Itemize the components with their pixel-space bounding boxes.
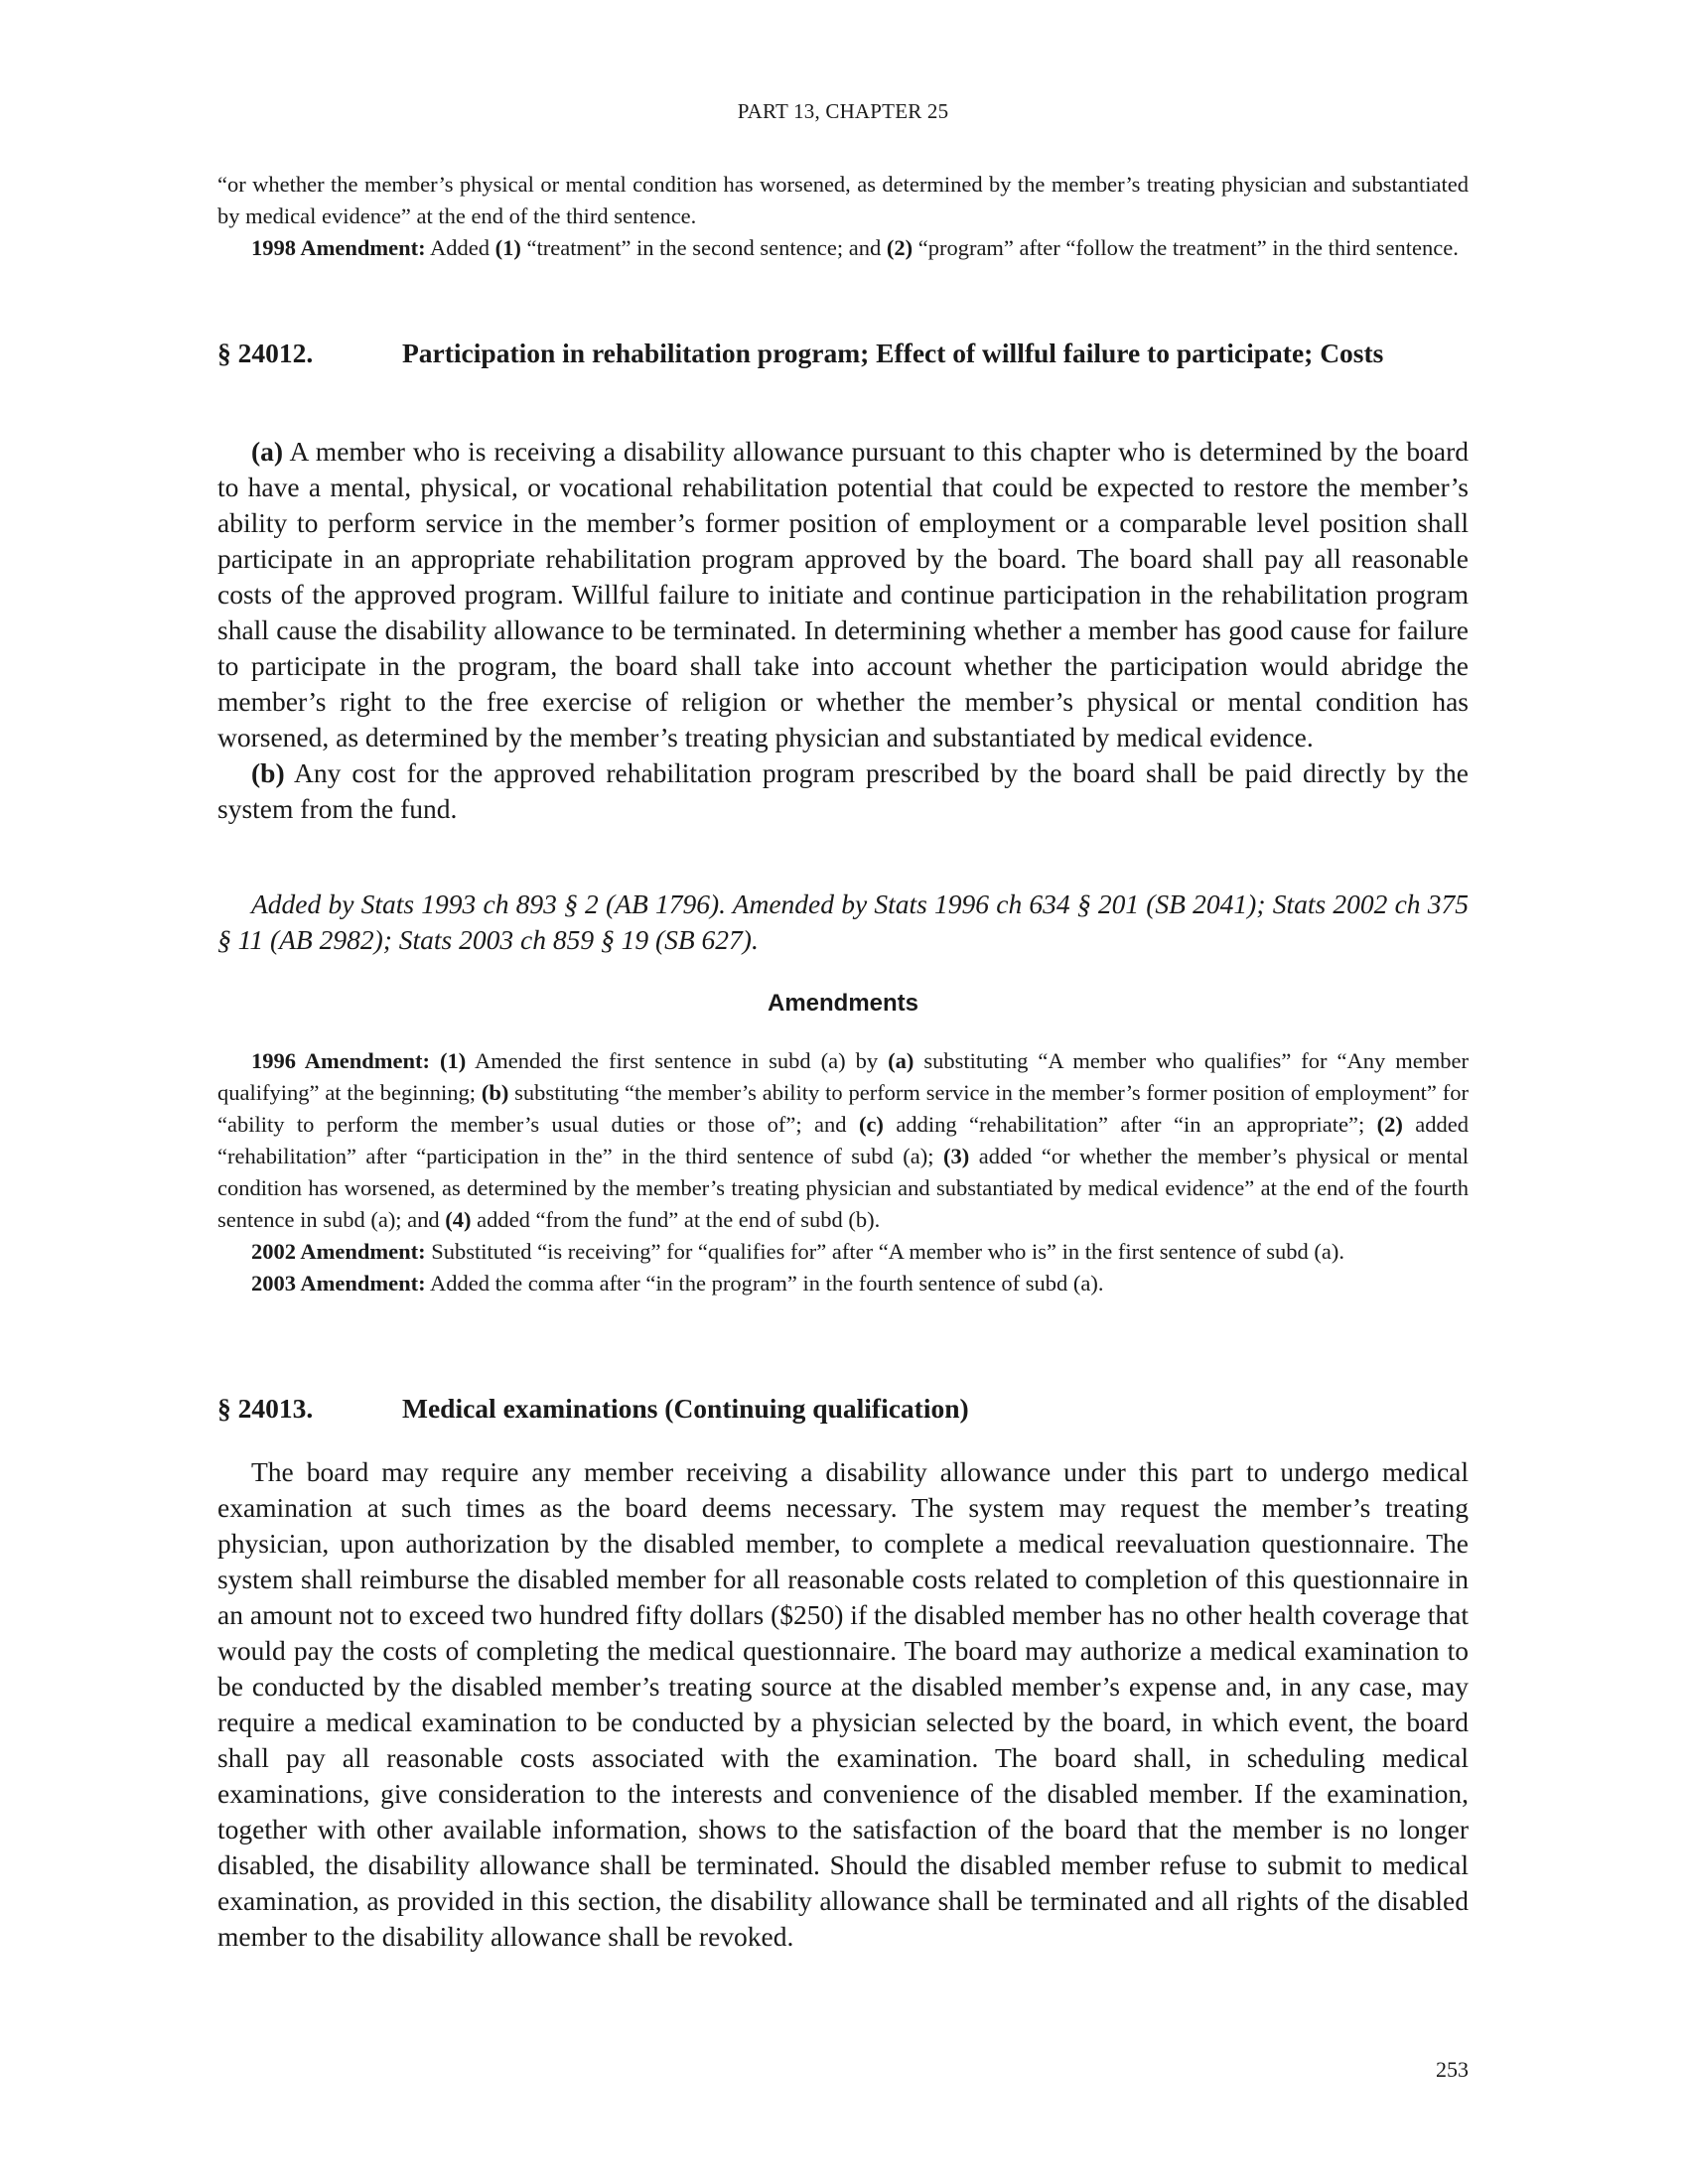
subdivision-b-label: (b)	[251, 757, 285, 788]
amendment-text: substituting “A member who qualifies” for “Any member qualifying” at the beginning;	[217, 1048, 1469, 1105]
amendment-text: Amended the first sentence in subd (a) by	[466, 1048, 889, 1073]
amendment-text: adding “rehabilitation” after “in an appropriate”;	[883, 1112, 1377, 1137]
amendment-2003-label: 2003 Amendment:	[251, 1271, 426, 1296]
amendment-1996-label: 1996 Amendment:	[251, 1048, 430, 1073]
item-letter: (c)	[858, 1112, 884, 1137]
amendment-2002-paragraph	[217, 1236, 1469, 1268]
subdivision-b	[217, 755, 1469, 827]
amendment-1998-label: 1998 Amendment:	[251, 235, 426, 260]
continuation-paragraph: “or whether the member’s physical or mental condition has worsened, as determined by the member’s treating physician and substantiated by medical evidence” at the end of the third sentence.	[217, 172, 1469, 228]
item-number: (4)	[445, 1207, 472, 1232]
amendment-1996-paragraph	[217, 1045, 1469, 1236]
running-head: PART 13, CHAPTER 25	[737, 99, 949, 123]
amendment-text: substituting “the member’s ability to perform service in the member’s former position of employment” for “ability to perform the member’s usual duties or those of”; and	[217, 1080, 1469, 1137]
section-title: Medical examinations (Continuing qualification)	[402, 1393, 969, 1424]
item-number: (2)	[1376, 1112, 1403, 1137]
section-24013-paragraph: The board may require any member receiving a disability allowance under this part to undergo medical examination at such times as the board deems necessary. The system may request the member’s treating physician, upon authorization by the disabled member, to complete a medical reevaluation questionnaire. The system shall reimburse the disabled member for all reasonable costs related to completion of this questionnaire in an amount not to exceed two hundred fifty dollars ($250) if the disabled member has no other health coverage that would pay the costs of completing the medical questionnaire. The board may authorize a medical examination to be conducted by the disabled member’s treating source at the disabled member’s expense and, in any case, may require a medical examination to be conducted by a physician selected by the board, in which event, the board shall pay all reasonable costs associated with the examination. The board shall, in scheduling medical examinations, give consideration to the interests and convenience of the disabled member. If the examination, together with other available information, shows to the satisfaction of the board that the member is no longer disabled, the disability allowance shall be terminated. Should the disabled member refuse to submit to medical examination, as provided in this section, the disability allowance shall be terminated and all rights of the disabled member to the disability allowance shall be revoked.	[217, 1456, 1469, 1952]
section-24013-body	[217, 1454, 1469, 1955]
legislative-history: Added by Stats 1993 ch 893 § 2 (AB 1796). Amended by Stats 1996 ch 634 § 201 (SB 2041); Stats 2002 ch 375 § 11 (AB 2982); Stats 2003 ch 859 § 19 (SB 627).	[217, 888, 1469, 955]
amendments-notes	[217, 1045, 1469, 1299]
item-number: (1)	[440, 1048, 467, 1073]
item-number: (2)	[886, 235, 914, 260]
amendment-text: Substituted “is receiving” for “qualifies for” after “A member who is” in the first sentence of subd (a).	[425, 1239, 1344, 1264]
amendment-1998-text-c: “program” after “follow the treatment” in the third sentence.	[913, 235, 1459, 260]
page-number: 253	[1436, 2057, 1469, 2082]
amendment-2002-label: 2002 Amendment:	[251, 1239, 426, 1264]
section-number: § 24012.	[217, 338, 314, 368]
amendments-heading: Amendments	[767, 990, 919, 1017]
subdivision-a-text: A member who is receiving a disability allowance pursuant to this chapter who is determined by the board to have a mental, physical, or vocational rehabilitation potential that could be expected to restore the member’s ability to perform service in the member’s former position of employment or a comparable level position shall participate in an appropriate rehabilitation program approved by the board. The board shall pay all reasonable costs of the approved program. Willful failure to initiate and continue participation in the rehabilitation program shall cause the disability allowance to be terminated. In determining whether a member has good cause for failure to participate in the program, the board shall take into account whether the participation would abridge the member’s right to the free exercise of religion or whether the member’s physical or mental condition has worsened, as determined by the member’s treating physician and substantiated by medical evidence.	[217, 436, 1469, 752]
subdivision-a-label: (a)	[251, 436, 284, 467]
amendment-text: added “from the fund” at the end of subd (b).	[471, 1207, 881, 1232]
section-24012-heading	[217, 336, 1469, 371]
item-number: (1)	[494, 235, 521, 260]
section-24012-body	[217, 434, 1469, 827]
amendment-2003-paragraph	[217, 1268, 1469, 1299]
section-24013-heading	[217, 1391, 1469, 1427]
item-letter: (a)	[888, 1048, 914, 1073]
subdivision-b-text: Any cost for the approved rehabilitation program prescribed by the board shall be paid directly by the system from the fund.	[217, 757, 1469, 824]
item-number: (3)	[942, 1144, 970, 1168]
amendment-text: added “rehabilitation” after “participation in the” in the third sentence of subd (a);	[217, 1112, 1469, 1168]
item-letter: (b)	[481, 1080, 509, 1105]
section-number: § 24013.	[217, 1393, 314, 1424]
amendment-1998-text-b: “treatment” in the second sentence; and	[520, 235, 887, 260]
prior-amendment-notes	[217, 169, 1469, 264]
amendment-text: added “or whether the member’s physical or mental condition has worsened, as determined by the member’s treating physician and substantiated by medical evidence” at the end of the fourth sentence in subd (a); and	[217, 1144, 1469, 1232]
subdivision-a	[217, 434, 1469, 755]
amendment-1998-paragraph	[217, 232, 1469, 264]
amendment-text: Added the comma after “in the program” in the fourth sentence of subd (a).	[425, 1271, 1104, 1296]
section-title: Participation in rehabilitation program; Effect of willful failure to participate; Costs	[402, 338, 1384, 368]
amendment-1998-text-a: Added	[425, 235, 495, 260]
